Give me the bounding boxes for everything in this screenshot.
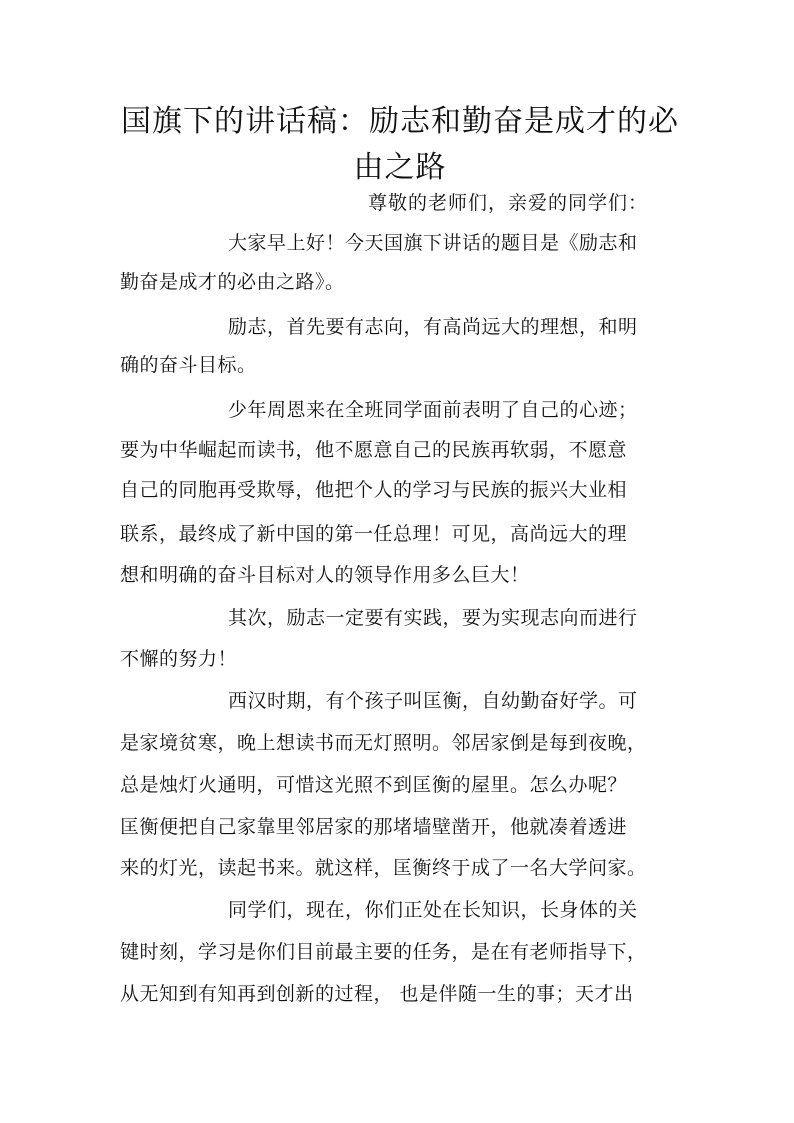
paragraph-line: 想和明确的奋斗目标对人的领导作用多么巨大！ (120, 564, 530, 586)
paragraph-line: 不懈的努力！ (120, 648, 238, 670)
paragraph-line: 同学们，现在，你们正处在长知识，长身体的关 (228, 899, 638, 921)
paragraph-line: 联系，最终成了新中国的第一任总理！可见，高尚远大的理 (120, 523, 628, 545)
paragraph-line: 匡衡便把自己家靠里邻居家的那堵墙壁凿开，他就凑着透进 (120, 816, 628, 838)
paragraph-line: 要为中华崛起而读书，他不愿意自己的民族再软弱，不愿意 (120, 439, 628, 461)
paragraph-line: 总是烛灯火通明，可惜这光照不到匡衡的屋里。怎么办呢？ (120, 774, 628, 796)
paragraph-line: 西汉时期，有个孩子叫匡衡，自幼勤奋好学。可 (228, 690, 638, 712)
paragraph-line: 其次，励志一定要有实践，要为实现志向而进行 (228, 607, 638, 629)
document-title-line-1: 国旗下的讲话稿：励志和勤奋是成才的必 (121, 104, 679, 139)
paragraph-line: 励志，首先要有志向，有高尚远大的理想，和明 (228, 316, 638, 338)
paragraph-line: 键时刻，学习是你们目前最主要的任务，是在有老师指导下， (120, 941, 647, 963)
paragraph-line: 勤奋是成才的必由之路》。 (120, 271, 345, 293)
paragraph-line: 大家早上好！今天国旗下讲话的题目是《励志和 (228, 232, 638, 254)
paragraph-line: 自己的同胞再受欺辱，他把个人的学习与民族的振兴大业相 (120, 479, 628, 501)
paragraph-line: 少年周恩来在全班同学面前表明了自己的心迹； (228, 399, 638, 421)
paragraph-line: 从无知到有知再到创新的过程， 也是伴随一生的事；天才出 (120, 983, 634, 1005)
paragraph-line: 是家境贫寒，晚上想读书而无灯照明。邻居家倒是每到夜晚， (120, 732, 647, 754)
document-title-line-2: 由之路 (353, 150, 447, 185)
paragraph-line: 来的灯光，读起书来。就这样，匡衡终于成了一名大学问家。 (120, 857, 647, 879)
salutation: 尊敬的老师们，亲爱的同学们： (368, 192, 649, 214)
paragraph-line: 确的奋斗目标。 (120, 354, 257, 376)
